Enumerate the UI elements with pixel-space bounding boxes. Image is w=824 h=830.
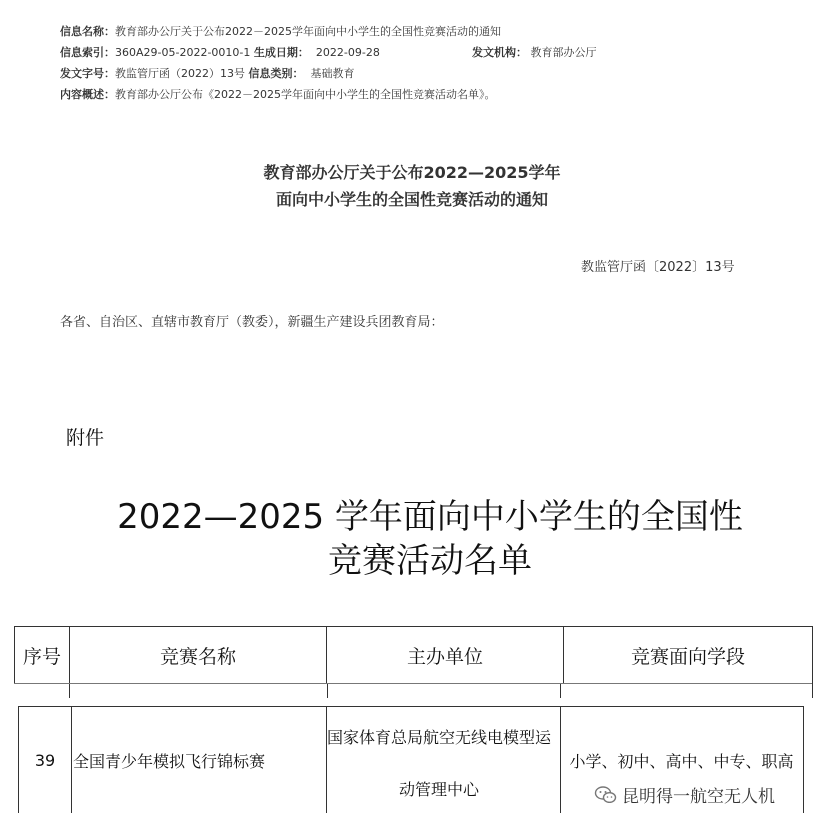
row-levels-text: 小学、初中、高中、中专、职高: [569, 751, 794, 771]
meta-name-row: [60, 25, 501, 39]
row-organizer-line2: 动管理中心: [399, 780, 480, 799]
attachment-title-line1: 2022—2025 学年面向中小学生的全国性: [117, 497, 743, 537]
meta-index-label: 信息索引：: [60, 46, 115, 59]
meta-docno-value: 教监管厅函（2022）13号: [115, 67, 245, 80]
addressee: 各省、自治区、直辖市教育厅（教委），新疆生产建设兵团教育局：: [60, 315, 444, 330]
meta-docno-label: 发文字号：: [60, 67, 115, 80]
meta-category-value: 基础教育: [310, 67, 355, 80]
meta-index-row: [60, 46, 380, 60]
meta-index-value: 360A29-05-2022-0010-1: [115, 46, 251, 59]
meta-summary-label: 内容概述：: [60, 88, 115, 101]
header-number: 序号: [15, 627, 70, 684]
wechat-icon: [594, 785, 618, 805]
attachment-label: 附件: [66, 427, 105, 449]
list-table-header: [14, 626, 813, 684]
row-number-text: 39: [34, 750, 56, 770]
meta-org-row: [472, 46, 597, 60]
header-organizer: 主办单位: [327, 627, 564, 684]
meta-org-value: 教育部办公厅: [530, 46, 597, 59]
header-levels: 竞赛面向学段: [564, 627, 813, 684]
meta-docno-row: [60, 67, 355, 81]
row-number: [19, 707, 72, 813]
column-divider: [327, 684, 328, 698]
meta-org-label: 发文机构：: [472, 46, 527, 59]
meta-date-value: 2022-09-28: [315, 46, 380, 59]
meta-summary-row: [60, 88, 496, 102]
meta-category-label: 信息类别：: [248, 67, 304, 80]
meta-name-label: 信息名称：: [60, 25, 115, 38]
watermark: [590, 780, 781, 809]
meta-name-value: 教育部办公厅关于公布2022－2025学年面向中小学生的全国性竞赛活动的通知: [115, 25, 501, 38]
notice-title-line2: 面向中小学生的全国性竞赛活动的通知: [275, 190, 548, 209]
meta-summary-value: 教育部办公厅公布《2022－2025学年面向中小学生的全国性竞赛活动名单》。: [115, 88, 496, 101]
reference-number: 教监管厅函〔2022〕13号: [581, 260, 735, 275]
row-competition-name: [71, 707, 327, 813]
row-competition-name-text: 全国青少年模拟飞行锦标赛: [73, 751, 266, 771]
meta-date-label: 生成日期：: [253, 46, 309, 59]
header-name: 竞赛名称: [70, 627, 327, 684]
row-organizer-line1: 国家体育总局航空无线电模型运: [327, 728, 552, 747]
column-divider: [812, 684, 813, 698]
section-divider: [14, 683, 812, 684]
attachment-title-line2: 竞赛活动名单: [328, 541, 532, 581]
column-divider: [69, 684, 70, 698]
watermark-text: 昆明得一航空无人机: [622, 787, 775, 807]
column-divider: [560, 684, 561, 698]
notice-title-line1: 教育部办公厅关于公布2022—2025学年: [263, 163, 561, 182]
row-organizer: [327, 707, 561, 813]
